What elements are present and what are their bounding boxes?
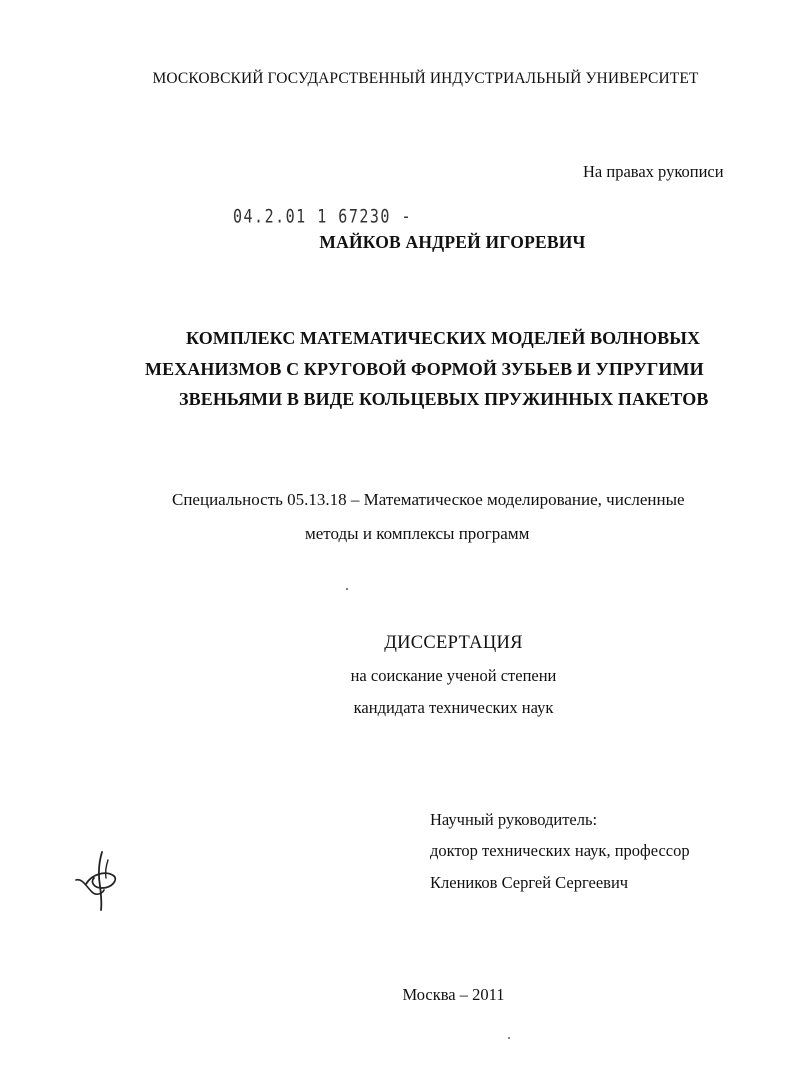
- thesis-title-line-2: МЕХАНИЗМОВ С КРУГОВОЙ ФОРМОЙ ЗУБЬЕВ И УПРУГИМИ: [145, 359, 704, 379]
- scan-speck: [346, 588, 348, 590]
- place-year: Москва – 2011: [402, 985, 505, 1004]
- degree-line-1: на соискание ученой степени: [350, 666, 557, 685]
- registry-number: 04.2.01 1 67230 -: [233, 205, 413, 228]
- supervisor-label: Научный руководитель:: [430, 810, 598, 829]
- supervisor-degree: доктор технических наук, профессор: [430, 841, 690, 860]
- thesis-title-line-3: ЗВЕНЬЯМИ В ВИДЕ КОЛЬЦЕВЫХ ПРУЖИННЫХ ПАКЕТОВ: [179, 389, 709, 409]
- supervisor-name: Клеников Сергей Сергеевич: [430, 873, 629, 892]
- signature-icon: [72, 848, 122, 912]
- degree-line-2: кандидата технических наук: [353, 698, 554, 717]
- dissertation-type: ДИССЕРТАЦИЯ: [384, 633, 523, 653]
- university-name: МОСКОВСКИЙ ГОСУДАРСТВЕННЫЙ ИНДУСТРИАЛЬНЫЙ УНИВЕРСИТЕТ: [152, 70, 699, 87]
- rights-notice: На правах рукописи: [583, 162, 724, 181]
- scan-speck-bottom: [508, 1037, 510, 1039]
- specialty-line-2: методы и комплексы программ: [305, 524, 530, 543]
- thesis-title-line-1: КОМПЛЕКС МАТЕМАТИЧЕСКИХ МОДЕЛЕЙ ВОЛНОВЫХ: [186, 328, 701, 348]
- specialty-line-1: Специальность 05.13.18 – Математическое моделирование, численные: [172, 490, 685, 509]
- author-name: МАЙКОВ АНДРЕЙ ИГОРЕВИЧ: [319, 232, 586, 252]
